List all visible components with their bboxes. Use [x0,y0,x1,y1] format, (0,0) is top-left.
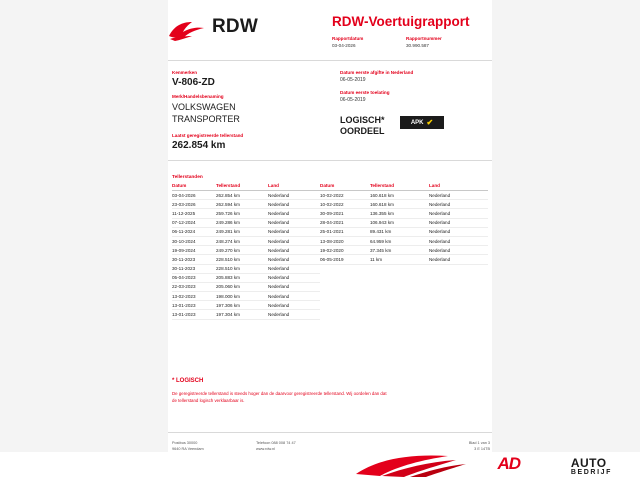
cell-datum: 11-12-2025 [172,209,216,218]
cell-tellerstand: 259.726 km [216,209,268,218]
cell-land: Nederland [268,264,320,273]
cell-tellerstand: 198.000 km [216,292,268,301]
cell-land: Nederland [268,191,320,200]
col-tellerstand: Tellerstand [370,183,429,191]
footnote-body: De geregistreerde tellerstand is steeds hoger dan de daarvoor geregistreerde tellerstand. Wij oordelen dan dat de tellerstand logisch verklaarbaar is. [172,391,387,403]
footer-doc-code: 3 E 14TB [474,447,490,451]
cell-tellerstand: 262.854 km [216,191,268,200]
table-header-row [172,183,320,191]
cell-tellerstand: 106.943 km [370,218,429,227]
cell-tellerstand: 160.618 km [370,200,429,209]
divider-mid [168,160,492,161]
cell-datum: 28-04-2021 [320,218,370,227]
table-row [172,264,320,273]
cell-datum: 30-10-2024 [172,236,216,245]
table-row [172,218,320,227]
cell-tellerstand: 197.304 km [216,310,268,319]
table-row [320,246,488,255]
cell-tellerstand: 249.281 km [216,227,268,236]
col-land: Land [429,183,488,191]
odometer-label: Laatst geregistreerde tellerstand [172,133,244,138]
red-swoosh-icon [352,454,472,478]
cell-datum: 07-12-2024 [172,218,216,227]
divider-top [168,60,492,61]
cell-datum: 22-03-2023 [172,282,216,291]
report-meta [332,36,458,48]
table-body-right [320,191,488,265]
make-line-2: TRANSPORTER [172,114,240,124]
rdw-wordmark: RDW [212,16,258,37]
table-row [172,246,320,255]
cell-tellerstand: 89.431 km [370,227,429,236]
col-datum: Datum [320,183,370,191]
col-land: Land [268,183,320,191]
first-nl-value: 06-05-2019 [340,77,366,83]
table-row [320,218,488,227]
table-row [172,200,320,209]
footer-page-number: Blad 1 van 3 [468,441,490,445]
cell-tellerstand: 197.306 km [216,301,268,310]
footer-address-line-1: Postbus 30000 [172,441,198,445]
col-datum: Datum [172,183,216,191]
cell-tellerstand: 205.883 km [216,273,268,282]
cell-tellerstand: 205.060 km [216,282,268,291]
rdw-logo [168,16,298,48]
cell-datum: 06-11-2024 [172,227,216,236]
table-title: Tellerstanden [172,175,203,180]
cell-tellerstand: 228.510 km [216,264,268,273]
page-band-right [492,0,640,480]
cell-land: Nederland [429,227,488,236]
cell-datum: 06-05-2019 [320,255,370,264]
odometer-table-right [320,183,488,265]
report-date-label: Rapportdatum [332,36,364,41]
cell-land: Nederland [268,301,320,310]
checkmark-icon: ✔ [426,118,434,127]
cell-tellerstand: 64.959 km [370,236,429,245]
verdict-line-1: LOGISCH* [340,115,385,125]
registration-block [340,70,490,110]
first-admission-label: Datum eerste toelating [340,90,390,95]
footer-pagination [434,440,490,452]
apk-badge [400,116,444,129]
cell-land: Nederland [429,246,488,255]
footer-phone: Telefoon 088 008 74 47 [256,441,296,445]
cell-land: Nederland [429,218,488,227]
cell-datum: 10-02-2022 [320,200,370,209]
cell-datum: 13-01-2023 [172,301,216,310]
cell-land: Nederland [268,209,320,218]
table-body-left [172,191,320,320]
cell-land: Nederland [268,200,320,209]
cell-tellerstand: 11 km [370,255,429,264]
cell-land: Nederland [268,236,320,245]
kenmerken-label: Kenmerken [172,70,198,75]
cell-land: Nederland [268,273,320,282]
footer-address-line-2: 9640 RA Veendam [172,447,204,451]
page-title: RDW-Voertuigrapport [332,14,470,29]
report-date-value: 03-04-2026 [332,43,356,48]
rdw-swoosh-icon [168,20,206,42]
cell-land: Nederland [429,209,488,218]
table-row [320,227,488,236]
table-row [320,209,488,218]
license-plate: V-806-ZD [172,77,215,88]
autobedrijf-wordmark [571,458,612,478]
cell-datum: 23-03-2026 [172,200,216,209]
table-row [172,236,320,245]
cell-land: Nederland [268,255,320,264]
first-nl-label: Datum eerste afgifte in Nederland [340,70,414,75]
divider-bottom [168,432,492,433]
auto-line-2: BEDRIJF [570,469,612,476]
cell-tellerstand: 37.345 km [370,246,429,255]
auto-line-1: AUTO [570,456,607,470]
cell-datum: 10-02-2022 [320,191,370,200]
make-label: Merk/Handelsbenaming [172,94,224,99]
cell-land: Nederland [268,246,320,255]
cell-land: Nederland [429,191,488,200]
cell-land: Nederland [268,282,320,291]
footer-website[interactable]: www.rdw.nl [256,447,275,451]
table-header-row [320,183,488,191]
cell-datum: 30-11-2023 [172,264,216,273]
footer-contact [256,440,296,452]
cell-tellerstand: 228.510 km [216,255,268,264]
table-row [172,191,320,200]
cell-datum: 30-11-2023 [172,255,216,264]
cell-land: Nederland [429,236,488,245]
cell-land: Nederland [268,227,320,236]
cell-tellerstand: 249.286 km [216,218,268,227]
table-row [320,255,488,264]
ad-wordmark: AD [497,454,520,473]
bottom-banner [0,452,640,480]
cell-land: Nederland [429,255,488,264]
vehicle-block [172,70,332,151]
cell-datum: 03-04-2026 [172,191,216,200]
report-number-label: Rapportnummer [406,36,442,41]
page-band-left [0,0,168,480]
table-row [172,292,320,301]
table-row [172,273,320,282]
report-number-value: 30.990.587 [406,43,429,48]
cell-tellerstand: 160.618 km [370,191,429,200]
table-row [172,209,320,218]
cell-tellerstand: 136.355 km [370,209,429,218]
table-row [172,301,320,310]
table-row [172,255,320,264]
footer-address [172,440,204,452]
cell-land: Nederland [268,218,320,227]
apk-label: APK [410,119,424,126]
cell-datum: 19-09-2024 [172,246,216,255]
cell-datum: 25-01-2021 [320,227,370,236]
cell-land: Nederland [268,310,320,319]
cell-datum: 19-02-2020 [320,246,370,255]
cell-tellerstand: 248.274 km [216,236,268,245]
odometer-table-left [172,183,320,320]
cell-datum: 30-09-2021 [320,209,370,218]
table-row [172,310,320,319]
cell-datum: 13-01-2023 [172,310,216,319]
cell-tellerstand: 249.270 km [216,246,268,255]
first-admission-value: 06-05-2019 [340,97,366,103]
table-row [320,200,488,209]
cell-land: Nederland [268,292,320,301]
cell-datum: 05-04-2023 [172,273,216,282]
verdict-line-2: OORDEEL [340,126,385,136]
cell-land: Nederland [429,200,488,209]
cell-tellerstand: 262.594 km [216,200,268,209]
cell-datum: 13-02-2023 [172,292,216,301]
table-row [172,227,320,236]
cell-datum: 13-08-2020 [320,236,370,245]
odometer-value: 262.854 km [172,140,226,151]
make-line-1: VOLKSWAGEN [172,102,236,112]
footnote-title: * LOGISCH [172,378,204,384]
verdict-block [340,115,385,137]
table-row [320,236,488,245]
col-tellerstand: Tellerstand [216,183,268,191]
table-row [320,191,488,200]
table-row [172,282,320,291]
